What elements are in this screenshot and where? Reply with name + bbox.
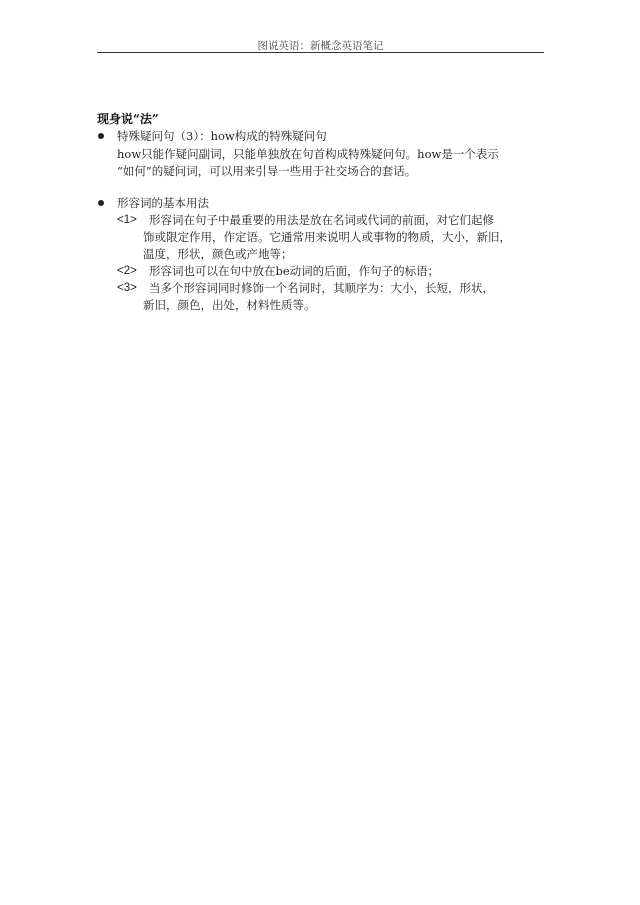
- item-number-1: <1>: [117, 214, 137, 226]
- bullet-dot-2: [98, 200, 104, 206]
- bullet-dot-1: [98, 133, 104, 139]
- header-divider: [97, 52, 544, 53]
- item1-line-1: 形容词在句子中最重要的用法是放在名词或代词的前面，对它们起修: [149, 213, 494, 227]
- bullet1-body-line-1: how只能作疑问副词，只能单独放在句首构成特殊疑问句。how是一个表示: [117, 147, 499, 161]
- item2-line-1: 形容词也可以在句中放在be动词的后面，作句子的标语；: [149, 264, 440, 278]
- bullet1-body-line-2: “如何”的疑问词，可以用来引导一些用于社交场合的套话。: [117, 164, 417, 178]
- item3-line-2: 新旧，颜色，出处，材料性质等。: [143, 298, 316, 312]
- item-number-2: <2>: [117, 265, 137, 277]
- item1-line-2: 饰或限定作用，作定语。它通常用来说明人或事物的物质，大小，新旧，: [143, 230, 511, 244]
- item3-line-1: 当多个形容词同时修饰一个名词时，其顺序为：大小，长短，形状，: [149, 281, 494, 295]
- section-title: 现身说“法”: [97, 112, 159, 126]
- page-header: 图说英语：新概念英语笔记: [257, 40, 384, 52]
- item-number-3: <3>: [117, 282, 137, 294]
- bullet1-title: 特殊疑问句（3）：how构成的特殊疑问句: [117, 129, 327, 143]
- bullet2-title: 形容词的基本用法: [117, 196, 209, 210]
- item1-line-3: 温度，形状，颜色或产地等；: [143, 247, 293, 261]
